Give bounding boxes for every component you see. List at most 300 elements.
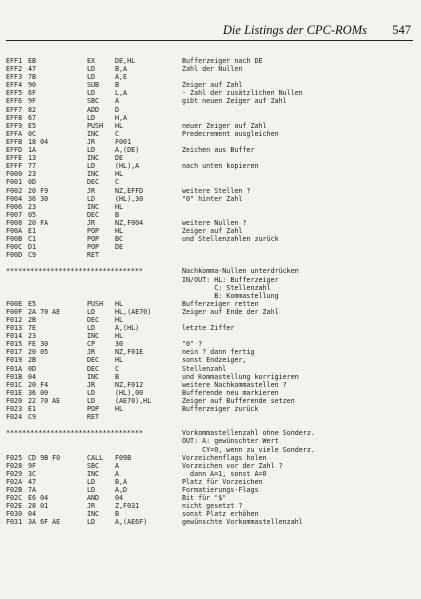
code-operand: HL <box>115 316 124 324</box>
code-operand: HL <box>115 299 124 308</box>
block-separator <box>6 421 416 429</box>
code-comment: - Zahl der zusätzlichen Nullen <box>182 89 303 98</box>
code-comment: Formatierungs-Flags <box>182 485 259 494</box>
code-address: EFFF <box>6 162 23 171</box>
code-operand: C <box>115 178 120 187</box>
code-bytes: 2B <box>28 316 37 324</box>
code-operand: HL <box>115 121 124 130</box>
code-mnemonic: SUB <box>87 81 100 90</box>
code-bytes: E5 <box>28 121 37 130</box>
code-mnemonic: LD <box>87 194 96 203</box>
code-line <box>6 130 416 138</box>
code-bytes: E1 <box>28 405 37 414</box>
code-line <box>6 478 416 486</box>
code-line <box>6 389 416 397</box>
code-operand: A <box>115 97 120 106</box>
code-line <box>6 178 416 186</box>
section-heading-line <box>6 284 416 292</box>
separator-stars: ********************************** <box>6 267 143 276</box>
code-operand: (HL),30 <box>115 194 144 203</box>
code-mnemonic: CP <box>87 340 96 349</box>
code-bytes: 0D <box>28 364 37 373</box>
code-bytes: 0D <box>28 178 37 187</box>
code-bytes: C9 <box>28 251 37 260</box>
heading-text: IN/OUT: HL: Bufferzeiger <box>182 275 279 284</box>
code-operand: A <box>115 469 120 478</box>
code-operand: C <box>115 364 120 373</box>
code-operand: DE <box>115 154 124 163</box>
code-address: F024 <box>6 413 23 422</box>
code-operand: HL <box>115 226 124 235</box>
code-mnemonic: JR <box>87 502 96 511</box>
code-address: EFF2 <box>6 65 23 74</box>
code-comment: gibt neuen Zeiger auf Zahl <box>182 97 287 106</box>
code-line <box>6 486 416 494</box>
code-address: F014 <box>6 332 23 341</box>
code-operand: B <box>115 372 120 381</box>
code-bytes: 7E <box>28 324 37 333</box>
code-operand: HL <box>115 332 124 341</box>
code-mnemonic: INC <box>87 332 100 341</box>
code-operand: A <box>115 461 120 470</box>
code-operand: B,A <box>115 65 128 74</box>
code-line <box>6 73 416 81</box>
code-bytes: 9F <box>28 97 37 106</box>
code-operand: A,(DE) <box>115 146 140 155</box>
code-mnemonic: LD <box>87 89 96 98</box>
code-operand: BC <box>115 235 124 244</box>
code-mnemonic: LD <box>87 477 96 486</box>
code-address: F02E <box>6 502 23 511</box>
code-address: F00D <box>6 251 23 260</box>
code-bytes: 9F <box>28 461 37 470</box>
code-bytes: 2B <box>28 356 37 365</box>
code-mnemonic: POP <box>87 405 100 414</box>
code-mnemonic: EX <box>87 57 96 65</box>
code-line <box>6 454 416 462</box>
code-mnemonic: LD <box>87 65 96 74</box>
code-mnemonic: INC <box>87 129 100 138</box>
code-address: F030 <box>6 510 23 519</box>
code-line <box>6 316 416 324</box>
code-address: F000 <box>6 170 23 179</box>
code-mnemonic: LD <box>87 146 96 155</box>
code-address: F02B <box>6 485 23 494</box>
code-line <box>6 324 416 332</box>
code-bytes: 7B <box>28 73 37 82</box>
code-bytes: 20 F4 <box>28 380 49 389</box>
code-address: F02A <box>6 477 23 486</box>
code-bytes: 18 04 <box>28 137 49 146</box>
code-bytes: EB <box>28 57 37 65</box>
code-address: EFF6 <box>6 97 23 106</box>
code-comment: Bufferende neu markieren <box>182 388 279 397</box>
code-bytes: D1 <box>28 243 37 252</box>
code-line <box>6 138 416 146</box>
code-mnemonic: INC <box>87 154 100 163</box>
code-bytes: 23 <box>28 202 37 211</box>
heading-text: OUT: A: gewünschter Wert <box>182 437 279 446</box>
code-mnemonic: LD <box>87 396 96 405</box>
code-line <box>6 114 416 122</box>
code-mnemonic: LD <box>87 113 96 122</box>
code-bytes: 20 F9 <box>28 186 49 195</box>
code-mnemonic: SBC <box>87 97 100 106</box>
code-line <box>6 348 416 356</box>
separator-stars: ********************************** <box>6 429 143 438</box>
code-comment: dann A=1, sonst A=0 <box>182 469 267 478</box>
code-mnemonic: LD <box>87 388 96 397</box>
code-address: F001 <box>6 178 23 187</box>
code-mnemonic: POP <box>87 243 100 252</box>
code-operand: B <box>115 210 120 219</box>
section-heading-line <box>6 292 416 300</box>
code-address: F01A <box>6 364 23 373</box>
code-line <box>6 510 416 518</box>
code-address: F017 <box>6 348 23 357</box>
code-operand: A,(AE6F) <box>115 518 148 527</box>
code-address: F00A <box>6 226 23 235</box>
code-comment: weitere Nachkommastellen ? <box>182 380 287 389</box>
code-line <box>6 162 416 170</box>
code-operand: HL,(AE70) <box>115 307 152 316</box>
code-mnemonic: DEC <box>87 316 100 324</box>
code-bytes: 04 <box>28 510 37 519</box>
code-comment: Stellenzahl <box>182 364 227 373</box>
code-mnemonic: SBC <box>87 461 100 470</box>
code-operand: A,D <box>115 485 128 494</box>
code-address: F023 <box>6 405 23 414</box>
code-bytes: 67 <box>28 113 37 122</box>
code-address: F00B <box>6 235 23 244</box>
code-bytes: 20 05 <box>28 348 49 357</box>
code-line <box>6 397 416 405</box>
code-operand: 04 <box>115 494 124 503</box>
code-bytes: 3C <box>28 469 37 478</box>
code-bytes: E5 <box>28 299 37 308</box>
code-line <box>6 235 416 243</box>
code-line <box>6 170 416 178</box>
code-line <box>6 227 416 235</box>
code-comment: neuer Zeiger auf Zahl <box>182 121 267 130</box>
code-mnemonic: LD <box>87 324 96 333</box>
page-number: 547 <box>392 23 411 37</box>
code-bytes: 82 <box>28 105 37 114</box>
code-address: F01B <box>6 372 23 381</box>
code-operand: H,A <box>115 113 128 122</box>
code-line <box>6 97 416 105</box>
code-mnemonic: JR <box>87 186 96 195</box>
running-title: Die Listings der CPC-ROMs <box>222 23 367 37</box>
code-comment: und Stellenzahlen zurück <box>182 235 279 244</box>
code-mnemonic: DEC <box>87 364 100 373</box>
code-line <box>6 340 416 348</box>
code-line <box>6 251 416 259</box>
code-mnemonic: LD <box>87 485 96 494</box>
heading-text: C: Stellenzahl <box>182 283 271 292</box>
code-mnemonic: INC <box>87 510 100 519</box>
code-comment: Bufferzeiger zurück <box>182 405 259 414</box>
code-comment: nein ? dann fertig <box>182 348 255 357</box>
code-line <box>6 470 416 478</box>
code-mnemonic: INC <box>87 372 100 381</box>
section-heading-line <box>6 446 416 454</box>
code-comment: Zahl der Nullen <box>182 65 243 74</box>
code-address: F00F <box>6 307 23 316</box>
code-mnemonic: PUSH <box>87 299 104 308</box>
code-address: F013 <box>6 324 23 333</box>
code-operand: F09B <box>115 453 132 462</box>
code-comment: Platz für Vorzeichen <box>182 477 263 486</box>
code-address: F020 <box>6 396 23 405</box>
code-bytes: 6F <box>28 89 37 98</box>
code-comment: und Kommastellung korrigieren <box>182 372 299 381</box>
code-comment: nicht gesetzt ? <box>182 502 243 511</box>
code-operand: Z,F031 <box>115 502 140 511</box>
code-address: F019 <box>6 356 23 365</box>
code-bytes: 20 FA <box>28 218 49 227</box>
code-line <box>6 106 416 114</box>
code-operand: DE <box>115 243 124 252</box>
code-bytes: 23 <box>28 170 37 179</box>
code-comment: Bit für "$" <box>182 494 227 503</box>
code-line <box>6 211 416 219</box>
section-heading <box>6 429 416 437</box>
code-line <box>6 494 416 502</box>
code-operand: NZ,F004 <box>115 218 144 227</box>
code-line <box>6 332 416 340</box>
heading-text: Nachkomma-Nullen unterdrücken <box>182 267 299 276</box>
code-operand: NZ,F012 <box>115 380 144 389</box>
code-line <box>6 219 416 227</box>
code-bytes: FE 30 <box>28 340 49 349</box>
code-bytes: 90 <box>28 81 37 90</box>
code-address: F007 <box>6 210 23 219</box>
heading-text: B: Kommastellung <box>182 291 279 300</box>
code-bytes: 47 <box>28 65 37 74</box>
code-mnemonic: DEC <box>87 356 100 365</box>
code-comment: Zeichen aus Buffer <box>182 146 255 155</box>
code-comment: letzte Ziffer <box>182 324 235 333</box>
code-address: EFFD <box>6 146 23 155</box>
code-bytes: E1 <box>28 226 37 235</box>
code-line <box>6 65 416 73</box>
code-operand: B <box>115 510 120 519</box>
code-mnemonic: LD <box>87 518 96 527</box>
code-mnemonic: DEC <box>87 210 100 219</box>
code-comment: Zeiger auf Ende der Zahl <box>182 307 279 316</box>
code-line <box>6 502 416 510</box>
code-address: EFFE <box>6 154 23 163</box>
code-bytes: 04 <box>28 372 37 381</box>
code-line <box>6 146 416 154</box>
code-comment: Bufferzeiger nach DE <box>182 57 263 65</box>
page-header <box>6 22 413 41</box>
code-mnemonic: ADD <box>87 105 100 114</box>
code-operand: 30 <box>115 340 124 349</box>
code-mnemonic: PUSH <box>87 121 104 130</box>
code-mnemonic: RET <box>87 251 100 260</box>
code-operand: HL <box>115 356 124 365</box>
code-comment: sonst Endzeiger, <box>182 356 247 365</box>
code-address: F015 <box>6 340 23 349</box>
code-address: F031 <box>6 518 23 527</box>
code-line <box>6 405 416 413</box>
code-operand: NZ,F01E <box>115 348 144 357</box>
code-mnemonic: INC <box>87 202 100 211</box>
code-bytes: 1A <box>28 146 37 155</box>
code-mnemonic: JR <box>87 137 96 146</box>
code-address: F004 <box>6 194 23 203</box>
code-comment: Zeiger auf Zahl <box>182 226 243 235</box>
code-operand: (HL),00 <box>115 388 144 397</box>
code-address: EFF1 <box>6 57 23 65</box>
code-bytes: 28 01 <box>28 502 49 511</box>
code-comment: "0" ? <box>182 340 203 349</box>
code-line <box>6 462 416 470</box>
code-line <box>6 413 416 421</box>
code-mnemonic: LD <box>87 162 96 171</box>
code-address: EFF5 <box>6 89 23 98</box>
code-address: F01C <box>6 380 23 389</box>
code-address: EFFB <box>6 137 23 146</box>
section-heading-line <box>6 276 416 284</box>
code-comment: sonst Platz erhöhen <box>182 510 259 519</box>
code-comment: weitere Stellen ? <box>182 186 251 195</box>
code-operand: L,A <box>115 89 128 98</box>
code-address: F02C <box>6 494 23 503</box>
code-bytes: 22 70 AE <box>28 396 61 405</box>
code-line <box>6 365 416 373</box>
code-comment: Zeiger auf Bufferende setzen <box>182 396 295 405</box>
code-mnemonic: INC <box>87 469 100 478</box>
code-mnemonic: RET <box>87 413 100 422</box>
code-operand: (HL),A <box>115 162 140 171</box>
block-separator <box>6 259 416 267</box>
code-operand: A,E <box>115 73 128 82</box>
code-address: F029 <box>6 469 23 478</box>
code-operand: C <box>115 129 120 138</box>
section-heading-line <box>6 437 416 445</box>
code-comment: "0" hinter Zahl <box>182 194 243 203</box>
code-operand: HL <box>115 405 124 414</box>
code-line <box>6 308 416 316</box>
code-address: F012 <box>6 316 23 324</box>
assembly-listing <box>6 57 416 592</box>
code-bytes: 7A <box>28 485 37 494</box>
code-bytes: 2A 70 AE <box>28 307 61 316</box>
code-mnemonic: INC <box>87 170 100 179</box>
code-bytes: E6 04 <box>28 494 49 503</box>
code-operand: B,A <box>115 477 128 486</box>
code-line <box>6 154 416 162</box>
code-bytes: 77 <box>28 162 37 171</box>
code-operand: A,(HL) <box>115 324 140 333</box>
code-operand: D <box>115 105 120 114</box>
code-comment: weitere Nullen ? <box>182 218 247 227</box>
heading-text: CY=0, wenn zu viele Sonderz. <box>182 445 315 454</box>
code-line <box>6 518 416 526</box>
code-address: F01E <box>6 388 23 397</box>
code-comment: nach unten kopieren <box>182 162 259 171</box>
code-address: EFFA <box>6 129 23 138</box>
code-operand: HL <box>115 202 124 211</box>
code-mnemonic: POP <box>87 235 100 244</box>
code-bytes: 36 00 <box>28 388 49 397</box>
code-mnemonic: POP <box>87 226 100 235</box>
code-address: EFF8 <box>6 113 23 122</box>
code-bytes: C9 <box>28 413 37 422</box>
code-address: F002 <box>6 186 23 195</box>
code-line <box>6 187 416 195</box>
code-line <box>6 356 416 364</box>
code-address: EFF3 <box>6 73 23 82</box>
code-line <box>6 203 416 211</box>
code-line <box>6 122 416 130</box>
code-bytes: 3A 6F AE <box>28 518 61 527</box>
code-operand: F001 <box>115 137 132 146</box>
code-bytes: C1 <box>28 235 37 244</box>
code-bytes: 36 30 <box>28 194 49 203</box>
code-line <box>6 243 416 251</box>
code-mnemonic: JR <box>87 348 96 357</box>
code-line <box>6 373 416 381</box>
code-bytes: 05 <box>28 210 37 219</box>
code-comment: Predecrement ausgleichen <box>182 129 279 138</box>
code-comment: Bufferzeiger retten <box>182 299 259 308</box>
code-bytes: 0C <box>28 129 37 138</box>
code-mnemonic: JR <box>87 380 96 389</box>
code-mnemonic: CALL <box>87 453 104 462</box>
code-comment: Vorzeichen vor der Zahl ? <box>182 461 283 470</box>
code-address: F008 <box>6 218 23 227</box>
code-address: F028 <box>6 461 23 470</box>
code-comment: gewünschte Vorkommastellenzahl <box>182 518 303 527</box>
code-line <box>6 381 416 389</box>
heading-text: Vorkommastellenzahl ohne Sonderz. <box>182 429 315 438</box>
code-address: EFF7 <box>6 105 23 114</box>
code-operand: (AE70),HL <box>115 396 152 405</box>
code-operand: B <box>115 81 120 90</box>
code-operand: HL <box>115 170 124 179</box>
code-line <box>6 57 416 65</box>
code-operand: DE,HL <box>115 57 136 65</box>
code-mnemonic: DEC <box>87 178 100 187</box>
code-mnemonic: AND <box>87 494 100 503</box>
code-address: F00E <box>6 299 23 308</box>
code-comment: Vorzeichenflags holen <box>182 453 267 462</box>
code-bytes: 47 <box>28 477 37 486</box>
code-bytes: CD 9B F0 <box>28 453 61 462</box>
code-mnemonic: JR <box>87 218 96 227</box>
code-line <box>6 89 416 97</box>
code-mnemonic: LD <box>87 73 96 82</box>
code-line <box>6 81 416 89</box>
code-address: F00C <box>6 243 23 252</box>
code-line <box>6 300 416 308</box>
section-heading <box>6 267 416 275</box>
code-comment: Zeiger auf Zahl <box>182 81 243 90</box>
code-address: F025 <box>6 453 23 462</box>
code-address: EFF9 <box>6 121 23 130</box>
code-mnemonic: LD <box>87 307 96 316</box>
code-operand: NZ,EFFD <box>115 186 144 195</box>
code-bytes: 23 <box>28 332 37 341</box>
code-bytes: 13 <box>28 154 37 163</box>
code-address: F006 <box>6 202 23 211</box>
code-address: EFF4 <box>6 81 23 90</box>
code-line <box>6 195 416 203</box>
